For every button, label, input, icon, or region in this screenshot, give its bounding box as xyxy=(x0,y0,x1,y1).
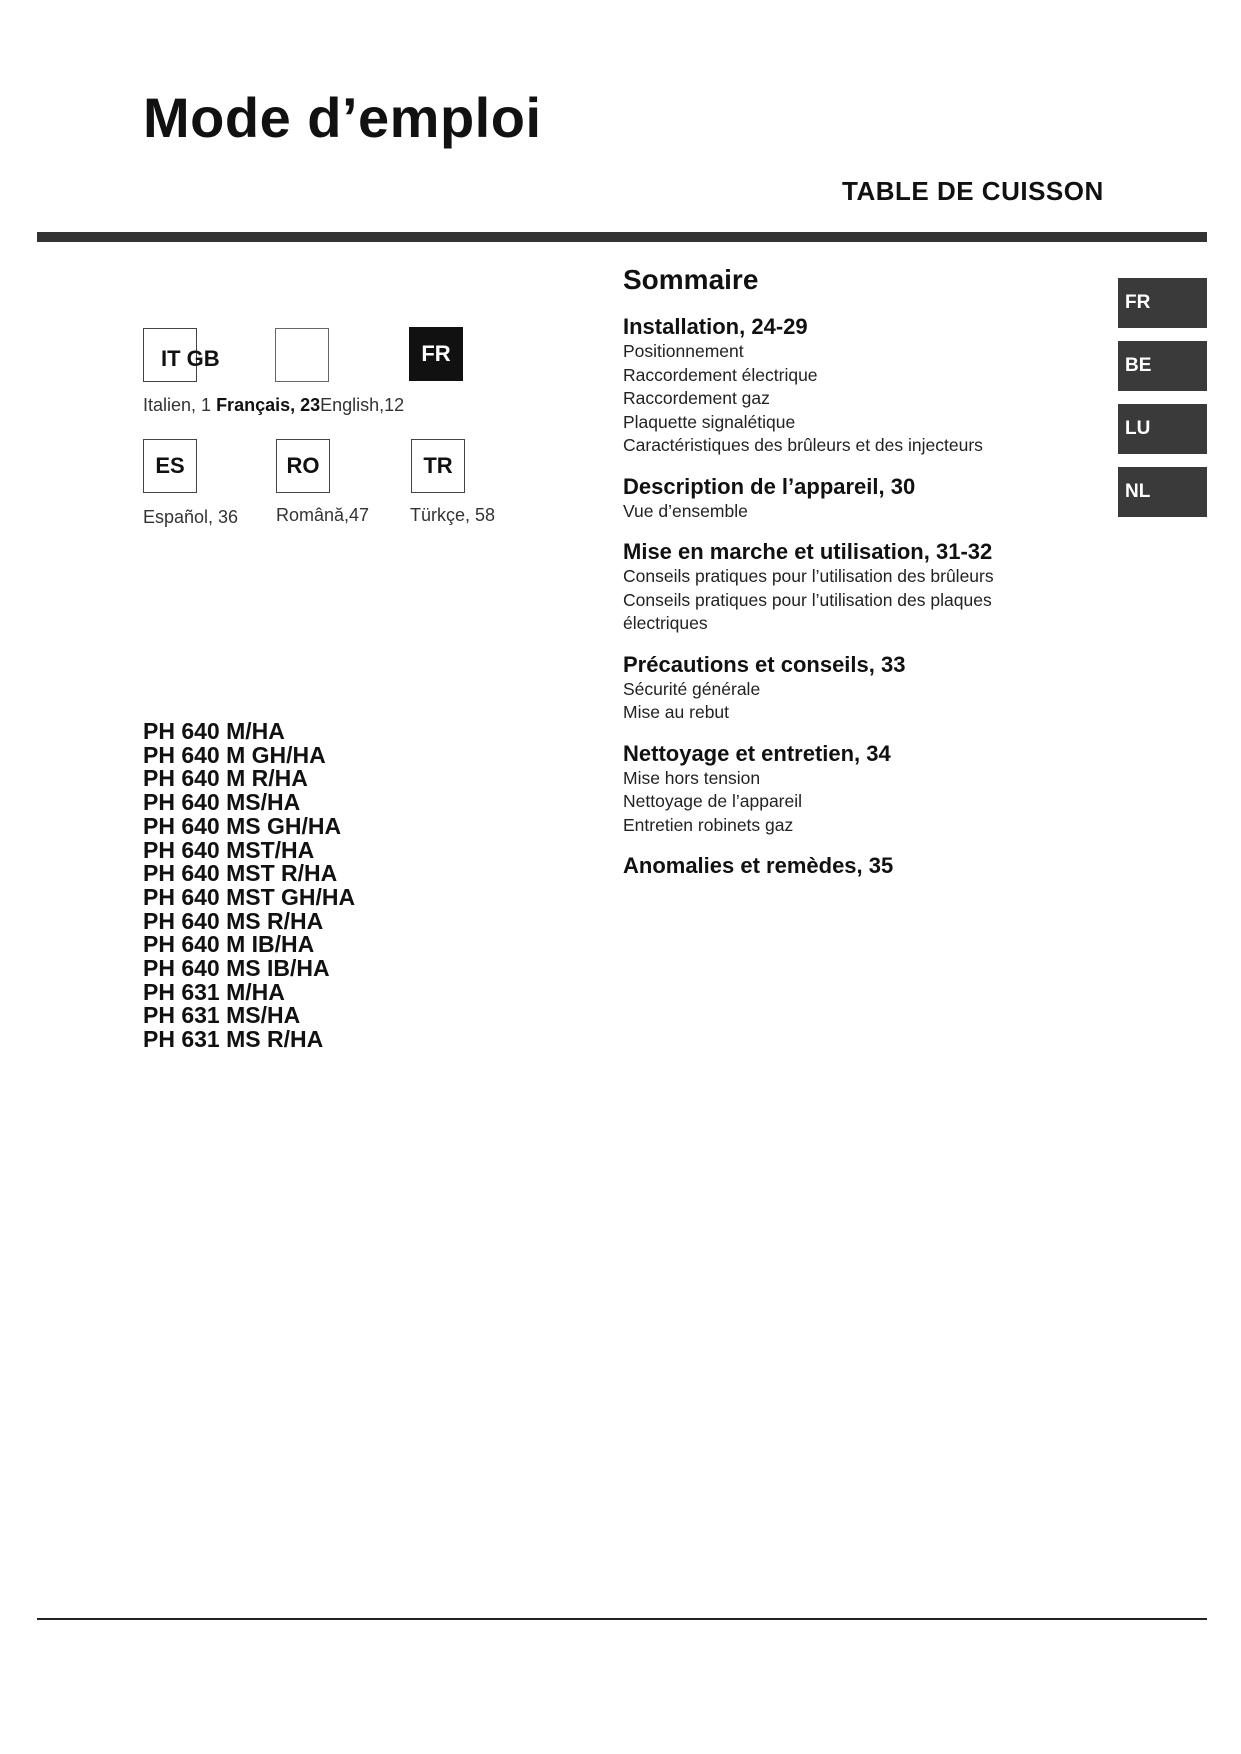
toc-item[interactable]: électriques xyxy=(623,613,708,633)
toc-section-title[interactable]: Nettoyage et entretien, 34 xyxy=(623,740,891,766)
language-box-tr-label: TR xyxy=(423,453,453,478)
toc-section-cleaning xyxy=(623,741,1083,838)
language-label-tr: Türkçe, 58 xyxy=(410,505,496,525)
language-box-fr-label: FR xyxy=(421,341,451,366)
side-tab-nl[interactable]: NL xyxy=(1118,467,1207,517)
toc-section-title[interactable]: Installation, 24-29 xyxy=(623,314,808,339)
toc-section-title[interactable]: Anomalies et remèdes, 35 xyxy=(623,853,894,878)
model-item: PH 640 MS IB/HA xyxy=(143,955,330,982)
model-item: PH 631 MS/HA xyxy=(143,1002,301,1029)
side-tab-lu[interactable]: LU xyxy=(1118,404,1207,454)
toc-section-description xyxy=(623,474,1083,524)
toc-item[interactable]: Plaquette signalétique xyxy=(623,411,796,432)
model-item: PH 640 MST/HA xyxy=(143,836,315,863)
language-box-gb[interactable] xyxy=(275,328,329,382)
language-box-tr[interactable] xyxy=(411,439,465,493)
toc-item[interactable]: Nettoyage de l’appareil xyxy=(623,791,803,811)
language-label-en: English,12 xyxy=(320,395,405,415)
toc-item[interactable]: Vue d’ensemble xyxy=(623,500,748,521)
model-item: PH 640 M R/HA xyxy=(143,765,308,792)
toc-item[interactable]: Positionnement xyxy=(623,341,744,361)
language-label-es: Español, 36 xyxy=(143,507,239,527)
model-item: PH 640 M/HA xyxy=(143,718,285,744)
language-box-ro-label: RO xyxy=(286,453,320,478)
toc-section-title[interactable]: Description de l’appareil, 30 xyxy=(623,473,916,499)
language-box-es[interactable] xyxy=(143,439,197,493)
model-item: PH 631 M/HA xyxy=(143,978,285,1005)
language-label-it: Italien, 1 xyxy=(143,395,212,415)
toc-item[interactable]: Conseils pratiques pour l’utilisation des brûleurs xyxy=(623,566,994,586)
page-title: Mode d’emploi xyxy=(143,86,542,149)
language-box-es-label: ES xyxy=(155,453,185,478)
toc-section-title[interactable]: Mise en marche et utilisation, 31-32 xyxy=(623,539,993,564)
model-item: PH 640 MS/HA xyxy=(143,789,301,816)
top-divider xyxy=(37,232,1207,242)
language-label-row1 xyxy=(143,395,404,416)
toc-item[interactable]: Raccordement électrique xyxy=(623,364,818,385)
model-list xyxy=(143,720,355,1052)
language-box-it-gb-label: IT GB xyxy=(161,346,220,371)
toc-section-installation xyxy=(623,314,1083,458)
model-item: PH 640 M GH/HA xyxy=(143,741,326,768)
language-label-fr: Français, 23 xyxy=(216,395,321,415)
model-item: PH 640 MS GH/HA xyxy=(143,812,342,839)
document-subtitle: TABLE DE CUISSON xyxy=(842,176,1104,206)
table-of-contents xyxy=(623,266,1083,895)
language-box-ro[interactable] xyxy=(276,439,330,493)
toc-item[interactable]: Mise hors tension xyxy=(623,767,761,788)
toc-item[interactable]: Raccordement gaz xyxy=(623,388,770,408)
toc-item[interactable]: Conseils pratiques pour l’utilisation des plaques xyxy=(623,589,992,610)
toc-item[interactable]: Caractéristiques des brûleurs et des injecteurs xyxy=(623,435,983,455)
model-item: PH 631 MS R/HA xyxy=(143,1026,324,1053)
language-label-ro: Română,47 xyxy=(276,505,370,525)
model-item: PH 640 M IB/HA xyxy=(143,931,315,958)
model-item: PH 640 MS R/HA xyxy=(143,907,324,934)
bottom-divider xyxy=(37,1618,1207,1620)
toc-item[interactable]: Mise au rebut xyxy=(623,702,730,722)
toc-section-usage xyxy=(623,539,1083,636)
model-item: PH 640 MST R/HA xyxy=(143,860,338,887)
side-tab-be[interactable]: BE xyxy=(1118,341,1207,391)
toc-heading: Sommaire xyxy=(623,264,759,295)
toc-item[interactable]: Sécurité générale xyxy=(623,678,761,699)
toc-section-troubleshooting xyxy=(623,853,1083,879)
toc-section-title[interactable]: Précautions et conseils, 33 xyxy=(623,651,906,677)
toc-item[interactable]: Entretien robinets gaz xyxy=(623,814,794,835)
toc-section-precautions xyxy=(623,652,1083,725)
model-item: PH 640 MST GH/HA xyxy=(143,883,356,910)
language-box-fr[interactable] xyxy=(409,327,463,381)
side-tab-fr[interactable]: FR xyxy=(1118,278,1207,328)
